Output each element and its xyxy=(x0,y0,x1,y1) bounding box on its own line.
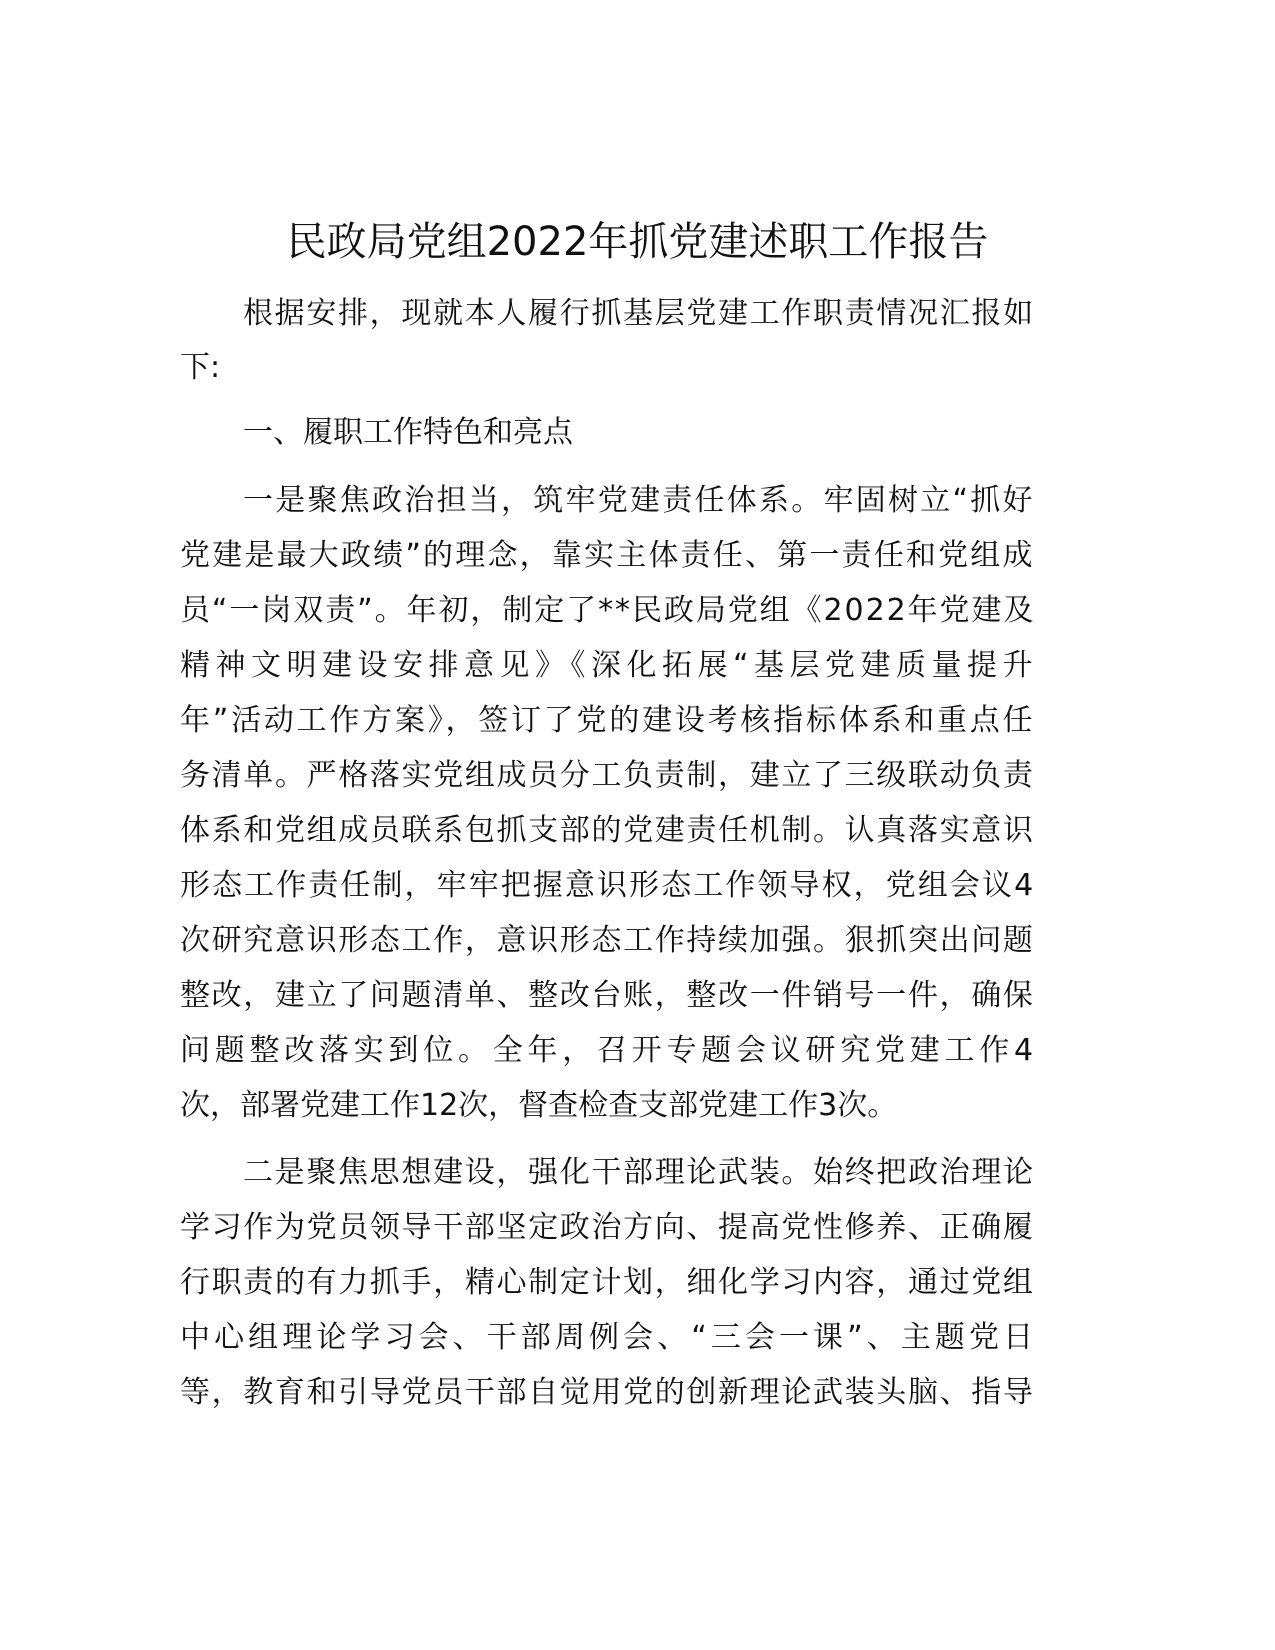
text-line: 行职责的有力抓手，精心制定计划，细化学习内容，通过党组 xyxy=(180,1265,1035,1300)
text-line: 精神文明建设安排意见》《深化拓展“基层党建质量提升 xyxy=(180,648,1039,683)
text-line: 年”活动工作方案》，签订了党的建设考核指标体系和重点任 xyxy=(180,703,1036,738)
text-line: 次研究意识形态工作，意识形态工作持续加强。狠抓突出问题 xyxy=(180,923,1035,958)
text-line: 一是聚焦政治担当，筑牢党建责任体系。牢固树立“抓好 xyxy=(243,483,1035,518)
text-line: 根据安排，现就本人履行抓基层党建工作职责情况汇报如 xyxy=(243,296,1035,331)
text-line: 次，部署党建工作12次，督查检查支部党建工作3次。 xyxy=(180,1088,898,1123)
text-line: 党建是最大政绩”的理念，靠实主体责任、第一责任和党组成 xyxy=(180,538,1035,573)
text-line: 形态工作责任制，牢牢把握意识形态工作领导权，党组会议4 xyxy=(180,868,1036,903)
text-line: 学习作为党员领导干部坚定政治方向、提高党性修养、正确履 xyxy=(180,1210,1035,1245)
text-line: 下: xyxy=(180,350,221,385)
document-title: 民政局党组2022年抓党建述职工作报告 xyxy=(286,219,989,265)
text-line: 整改，建立了问题清单、整改台账，整改一件销号一件，确保 xyxy=(180,978,1035,1013)
text-line: 中心组理论学习会、干部周例会、“三会一课”、主题党日 xyxy=(180,1320,1038,1355)
text-line: 二是聚焦思想建设，强化干部理论武装。始终把政治理论 xyxy=(243,1155,1035,1190)
text-line: 员“一岗双责”。年初，制定了**民政局党组《2022年党建及 xyxy=(180,593,1036,628)
text-line: 务清单。严格落实党组成员分工负责制，建立了三级联动负责 xyxy=(180,758,1035,793)
text-line: 体系和党组成员联系包抓支部的党建责任机制。认真落实意识 xyxy=(180,813,1035,848)
text-line: 问题整改落实到位。全年，召开专题会议研究党建工作4 xyxy=(180,1033,1038,1068)
text-line: 等，教育和引导党员干部自觉用党的创新理论武装头脑、指导 xyxy=(180,1375,1035,1410)
text-line: 一、履职工作特色和亮点 xyxy=(243,415,573,450)
